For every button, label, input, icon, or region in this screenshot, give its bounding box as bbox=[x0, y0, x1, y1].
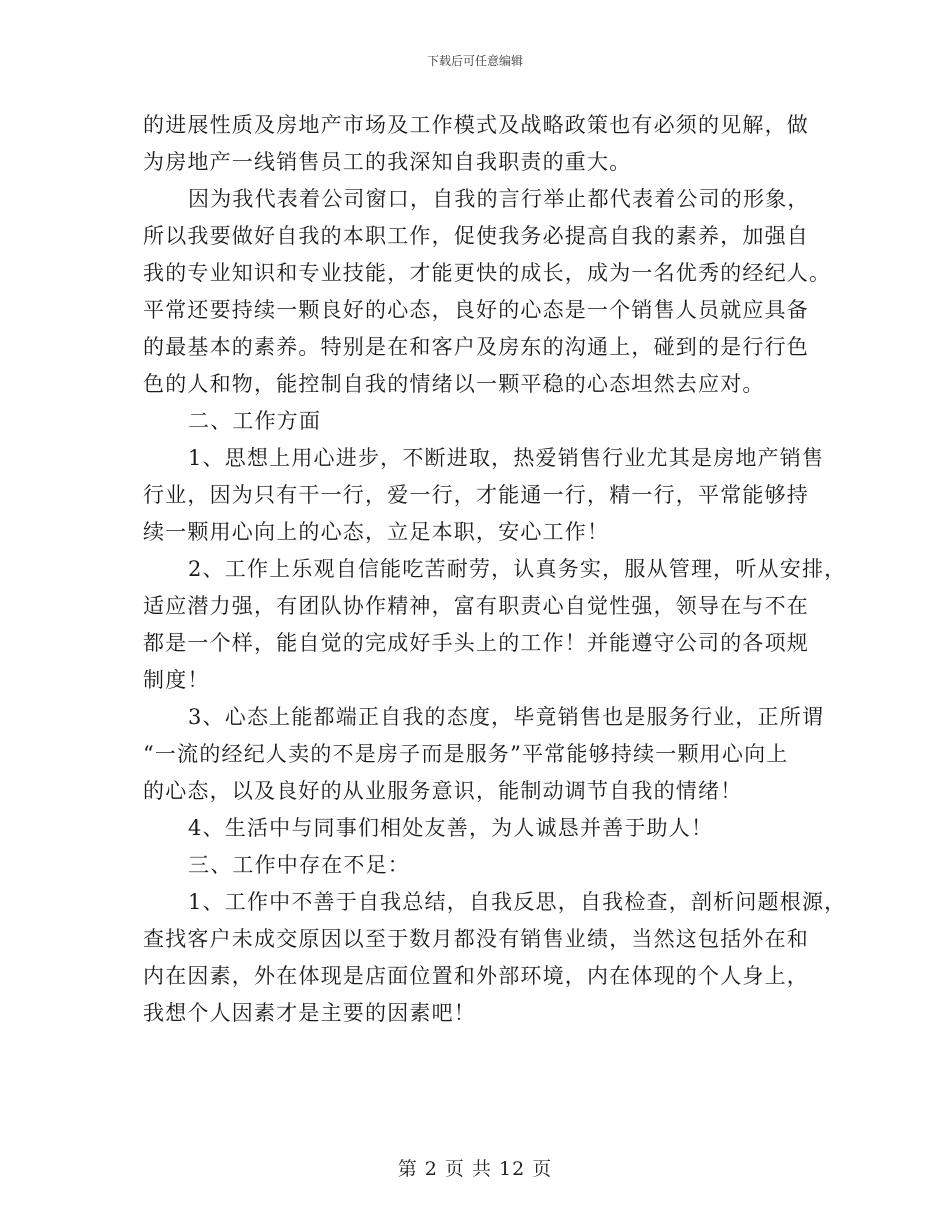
document-body bbox=[143, 107, 847, 1032]
text-line: 平常还要持续一颗良好的心态，良好的心态是一个销售人员就应具备 bbox=[143, 298, 809, 322]
text-line: 查找客户未成交原因以至于数月都没有销售业绩，当然这包括外在和 bbox=[143, 927, 809, 951]
text-line: 4、生活中与同事们相处友善，为人诚恳并善于助人！ bbox=[188, 816, 714, 840]
text-line: 因为我代表着公司窗口，自我的言行举止都代表着公司的形象， bbox=[188, 187, 810, 211]
text-line: 的心态，以及良好的从业服务意识，能制动调节自我的情绪！ bbox=[143, 779, 743, 803]
text-line: 1、工作中不善于自我总结，自我反思，自我检查，剖析问题根源， bbox=[188, 890, 847, 914]
page-number: 第 2 页 共 12 页 bbox=[397, 1158, 553, 1180]
text-line: 适应潜力强，有团队协作精神，富有职责心自觉性强，领导在与不在 bbox=[143, 594, 809, 618]
text-line: 三、工作中存在不足： bbox=[188, 853, 410, 877]
text-line: “一流的经纪人卖的不是房子而是服务”平常能够持续一颗用心向上 bbox=[143, 742, 789, 766]
text-line: 所以我要做好自我的本职工作，促使我务必提高自我的素养，加强自 bbox=[143, 224, 809, 248]
text-line: 二、工作方面 bbox=[188, 409, 322, 433]
text-line: 1、思想上用心进步，不断进取，热爱销售行业尤其是房地产销售 bbox=[188, 446, 825, 470]
text-line: 3、心态上能都端正自我的态度，毕竟销售也是服务行业，正所谓 bbox=[188, 705, 825, 729]
text-line: 为房地产一线销售员工的我深知自我职责的重大。 bbox=[143, 150, 632, 174]
text-line: 色的人和物，能控制自我的情绪以一颗平稳的心态坦然去应对。 bbox=[143, 372, 765, 396]
text-line: 行业，因为只有干一行，爱一行，才能通一行，精一行，平常能够持 bbox=[143, 483, 809, 507]
page-header: 下载后可任意编辑 bbox=[426, 54, 523, 68]
text-line: 内在因素，外在体现是店面位置和外部环境，内在体现的个人身上， bbox=[143, 964, 809, 988]
text-line: 我的专业知识和专业技能，才能更快的成长，成为一名优秀的经纪人。 bbox=[143, 261, 832, 285]
text-line: 的进展性质及房地产市场及工作模式及战略政策也有必须的见解，做 bbox=[143, 113, 809, 137]
text-line: 制度！ bbox=[143, 668, 210, 692]
text-line: 我想个人因素才是主要的因素吧！ bbox=[143, 1001, 476, 1025]
text-line: 续一颗用心向上的心态，立足本职，安心工作！ bbox=[143, 520, 610, 544]
text-line: 2、工作上乐观自信能吃苦耐劳，认真务实，服从管理，听从安排， bbox=[188, 557, 847, 581]
text-line: 的最基本的素养。特别是在和客户及房东的沟通上，碰到的是行行色 bbox=[143, 335, 809, 359]
text-line: 都是一个样，能自觉的完成好手头上的工作！并能遵守公司的各项规 bbox=[143, 631, 809, 655]
